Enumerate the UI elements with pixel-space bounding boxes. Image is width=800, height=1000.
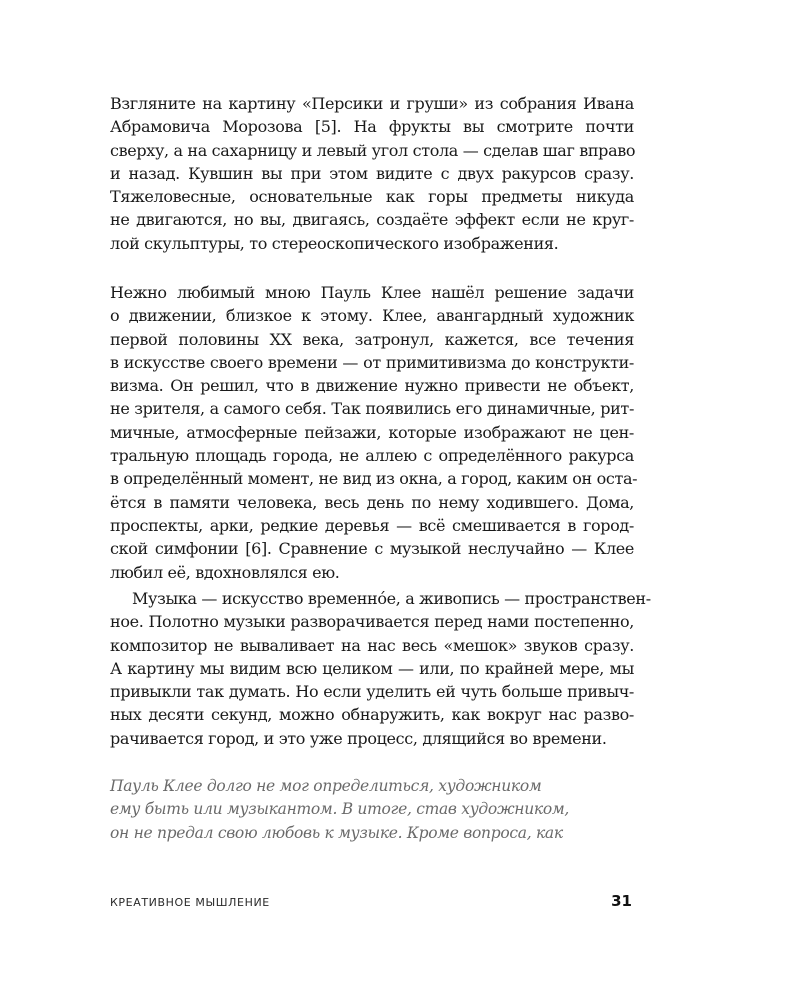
paragraph-1 xyxy=(110,92,634,255)
paragraph-line: рачивается город, и это уже процесс, длящийся во времени. xyxy=(110,728,607,748)
paragraph-line: Тяжеловесные, основательные как горы предметы никуда xyxy=(110,187,634,207)
paragraph-line: Абрамовича Морозова [5]. На фрукты вы смотрите почти xyxy=(110,117,634,137)
paragraph-line: и назад. Кувшин вы при этом видите с двух ракурсов сразу. xyxy=(110,163,634,183)
paragraph-line: не двигаются, но вы, двигаясь, создаёте эффект если не круг- xyxy=(110,210,634,230)
paragraph-line: мичные, атмосферные пейзажи, которые изображают не цен- xyxy=(110,422,634,442)
paragraph-line: визма. Он решил, что в движение нужно привести не объект, xyxy=(110,376,634,396)
paragraph-line: ской симфонии [6]. Сравнение с музыкой неслучайно — Клее xyxy=(110,539,634,559)
paragraph-line: А картину мы видим всю целиком — или, по крайней мере, мы xyxy=(110,658,634,678)
sidebar-note xyxy=(110,775,610,845)
paragraph-line: Нежно любимый мною Пауль Клее нашёл решение задачи xyxy=(110,283,634,302)
paragraph-line: композитор не вываливает на нас весь «мешок» звуков сразу. xyxy=(110,635,634,655)
paragraph-line: Взгляните на картину «Персики и груши» из собрания Ивана xyxy=(110,94,634,113)
page-number: 31 xyxy=(611,892,632,910)
paragraph-line: проспекты, арки, редкие деревья — всё смешивается в город- xyxy=(110,515,634,535)
paragraph-line: ное. Полотно музыки разворачивается перед нами постепенно, xyxy=(110,612,634,632)
note-line: он не предал свою любовь к музыке. Кроме вопроса, как xyxy=(110,823,563,842)
paragraph-line: в искусстве своего времени — от примитивизма до конструкти- xyxy=(110,352,634,372)
paragraph-line: в определённый момент, не вид из окна, а город, каким он оста- xyxy=(110,469,638,489)
paragraph-line: о движении, близкое к этому. Клее, авангардный художник xyxy=(110,306,634,326)
note-line: ему быть или музыкантом. В итоге, став художником, xyxy=(110,800,570,819)
paragraph-line: ётся в памяти человека, весь день по нему ходившего. Дома, xyxy=(110,492,634,512)
paragraph-line: ных десяти секунд, можно обнаружить, как вокруг нас разво- xyxy=(110,705,634,725)
paragraph-line: первой половины XX века, затронул, кажется, все течения xyxy=(110,329,634,349)
paragraph-3 xyxy=(110,587,651,750)
paragraph-line: тральную площадь города, не аллею с определённого ракурса xyxy=(110,446,634,466)
paragraph-2 xyxy=(110,281,638,584)
running-footer-title: КРЕАТИВНОЕ МЫШЛЕНИЕ xyxy=(110,896,270,909)
paragraph-line: Музыка — искусство временно́е, а живопись — пространствен- xyxy=(132,589,651,608)
paragraph-line: не зрителя, а самого себя. Так появились его динамичные, рит- xyxy=(110,399,634,419)
paragraph-line: сверху, а на сахарницу и левый угол стола — сделав шаг вправо xyxy=(110,140,636,160)
paragraph-line: любил её, вдохновлялся ею. xyxy=(110,562,340,582)
note-line: Пауль Клее долго не мог определиться, художником xyxy=(110,777,542,795)
paragraph-line: лой скульптуры, то стереоскопического изображения. xyxy=(110,233,559,253)
paragraph-line: привыкли так думать. Но если уделить ей чуть больше привыч- xyxy=(110,682,634,702)
